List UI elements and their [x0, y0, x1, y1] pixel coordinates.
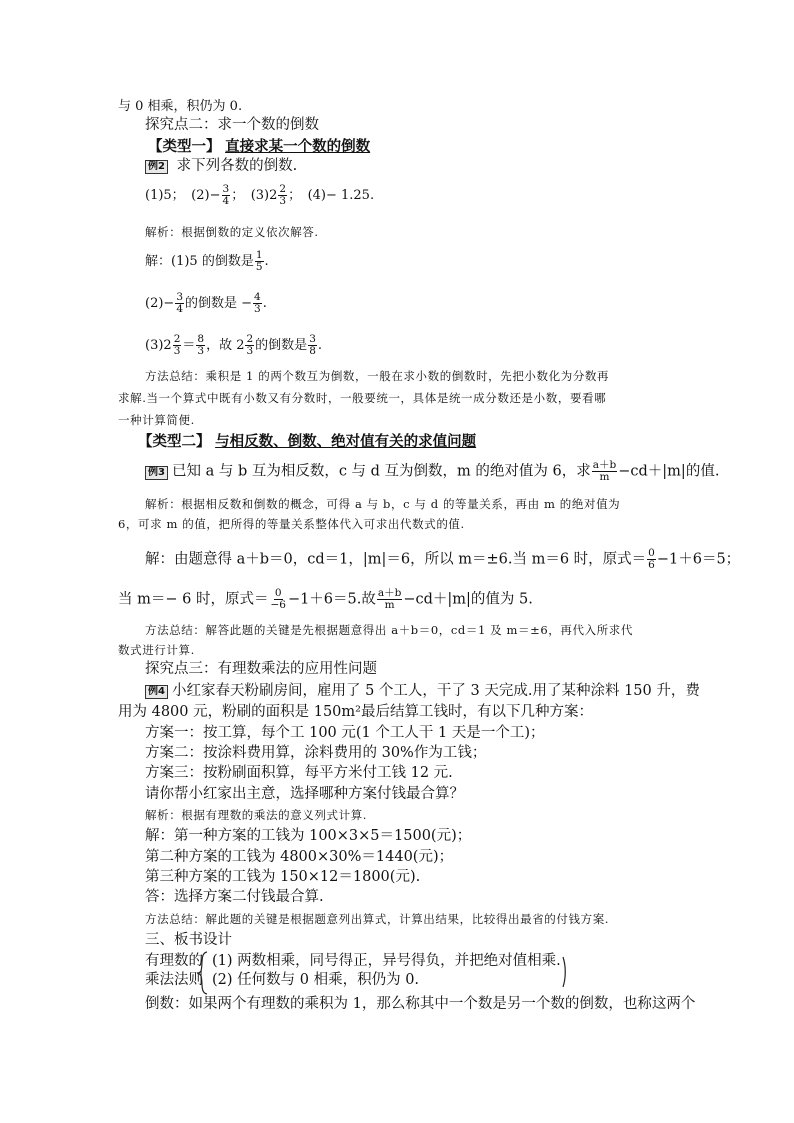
example-line: [145, 460, 719, 483]
solution-line: 第二种方案的工钱为 4800×30%＝1440(元)；: [145, 849, 454, 865]
numerator: 2: [173, 333, 181, 345]
analysis-line: 解析：根据相反数和倒数的概念，可得 a 与 b，c 与 d 的等量关系，再由 m 的绝对值为: [145, 497, 621, 511]
board-rule: (2) 任何数与 0 相乘，积仍为 0.: [212, 972, 420, 988]
example-line: [145, 683, 700, 700]
fraction: [647, 548, 656, 571]
text: −cd＋|m|的值为 5.: [403, 591, 533, 608]
text: 的倒数是: [255, 338, 308, 353]
fraction: [377, 588, 402, 611]
fraction: [173, 334, 182, 357]
denominator: 3: [197, 345, 205, 357]
text: −1＋6＝5.故: [287, 591, 376, 608]
fraction: [253, 292, 262, 315]
board-label: 乘法法则: [145, 972, 203, 988]
text: (1)5； (2)−: [145, 188, 221, 203]
text: 的倒数是 −: [185, 296, 253, 311]
fraction: [175, 292, 184, 315]
denominator: 3: [246, 345, 254, 357]
numerator: 2: [246, 333, 254, 345]
text-line: 用为 4800 元，粉刷的面积是 150m²最后结算工钱时，有以下几种方案：: [118, 704, 593, 720]
fraction: [592, 460, 617, 483]
type-label: 【类型二】: [138, 433, 211, 450]
type-title: 与相反数、倒数、绝对值有关的求值问题: [215, 433, 477, 450]
math-line: [145, 250, 269, 273]
numerator: 0: [648, 547, 655, 559]
text: −1＋6＝5；: [656, 551, 741, 568]
answer-line: 答：选择方案二付钱最合算.: [145, 889, 324, 905]
math-line: [145, 548, 740, 571]
section-heading: 探究点三：有理数乘法的应用性问题: [145, 661, 377, 677]
text: 当 m＝− 6 时，原式＝: [118, 591, 269, 608]
denominator: m: [599, 471, 610, 483]
summary-line: 求解.当一个算式中既有小数又有分数时，一般要统一，具体是统一成分数还是小数，要看哪: [118, 391, 607, 405]
board-rule: (1) 两数相乘，同号得正，异号得负，并把绝对值相乘.: [212, 953, 561, 969]
denominator: −6: [270, 599, 286, 611]
text: .: [317, 338, 323, 353]
numerator: 0: [274, 587, 282, 599]
text-line: 方案二：按涂料费用算，涂料费用的 30%作为工钱；: [145, 745, 487, 761]
solution-line: 解：第一种方案的工钱为 100×3×5＝1500(元)；: [145, 828, 472, 844]
math-line: [145, 334, 322, 357]
numerator: 1: [255, 249, 263, 261]
fraction: [222, 184, 231, 207]
numerator: 8: [197, 333, 205, 345]
text: (3)2: [145, 338, 172, 353]
example-badge: 例2: [145, 160, 168, 174]
numerator: a＋b: [377, 587, 402, 599]
numerator: 4: [254, 291, 261, 303]
text: 已知 a 与 b 互为相反数，c 与 d 互为倒数，m 的绝对值为 6，求: [171, 463, 591, 480]
text: .: [264, 254, 269, 269]
denominator: 3: [173, 345, 181, 357]
text-line: 方案三：按粉刷面积算，每平方米付工钱 12 元.: [145, 765, 453, 781]
text-line: 方案一：按工算，每个工 100 元(1 个工人干 1 天是一个工)；: [145, 725, 545, 741]
text: 小红家春天粉刷房间，雇用了 5 个工人，干了 3 天完成.用了某种涂料 150 升，费: [171, 683, 700, 699]
denominator: 5: [255, 261, 263, 273]
numerator: 3: [222, 183, 230, 195]
analysis-line: 解析：根据有理数的乘法的意义列式计算.: [145, 808, 368, 822]
summary-line: 方法总结：解此题的关键是根据题意列出算式，计算出结果，比较得出最省的付钱方案.: [145, 912, 610, 926]
denominator: 3: [254, 303, 261, 315]
section-heading: 探究点二：求一个数的倒数: [145, 117, 319, 133]
type-title: 直接求某一个数的倒数: [225, 138, 371, 155]
denominator: 8: [309, 345, 316, 357]
example-line: [145, 158, 297, 175]
text: .: [262, 296, 267, 311]
text: (2)−: [145, 296, 175, 311]
text: 解：由题意得 a＋b＝0，cd＝1，|m|＝6，所以 m＝±6.当 m＝6 时，原式＝: [145, 551, 647, 568]
summary-line: 一种计算简便.: [118, 413, 195, 427]
fraction: [269, 588, 286, 611]
solution-line: 第三种方案的工钱为 150×12＝1800(元).: [145, 869, 421, 885]
example-badge: 例4: [145, 685, 168, 699]
denominator: 6: [648, 559, 655, 571]
denominator: m: [384, 599, 395, 611]
type-heading: [148, 138, 370, 156]
numerator: 3: [309, 333, 316, 345]
text: ； (4)− 1.25.: [288, 188, 375, 203]
text: 求下列各数的倒数.: [176, 158, 298, 174]
text: ＝: [182, 338, 196, 353]
text: −cd＋|m|的值.: [618, 463, 720, 480]
fraction: [278, 184, 287, 207]
summary-line: 方法总结：解答此题的关键是先根据题意得出 a＋b＝0，cd＝1 及 m＝±6，再代入所求代: [145, 623, 633, 637]
text: ，故 2: [206, 338, 245, 353]
board-label: 有理数的: [145, 953, 203, 969]
denominator: 3: [279, 195, 287, 207]
type-label: 【类型一】: [148, 138, 221, 155]
section-heading: 三、板书设计: [145, 932, 232, 948]
summary-line: 数式进行计算.: [118, 643, 195, 657]
analysis-line: 解析：根据倒数的定义依次解答.: [145, 225, 319, 239]
denominator: 4: [176, 303, 183, 315]
analysis-line: 6，可求 m 的值，把所得的等量关系整体代入可求出代数式的值.: [118, 517, 465, 531]
fraction: [308, 334, 317, 357]
fraction: [196, 334, 205, 357]
text: 解：(1)5 的倒数是: [145, 254, 254, 269]
text-line: 与 0 相乘，积仍为 0.: [118, 99, 243, 114]
math-line: [145, 292, 267, 315]
right-paren-icon: [559, 956, 569, 988]
summary-line: 方法总结：乘积是 1 的两个数互为倒数，一般在求小数的倒数时，先把小数化为分数再: [145, 369, 610, 383]
example-badge: 例3: [145, 466, 168, 480]
math-line: [145, 184, 374, 207]
text-line: 请你帮小红家出主意，选择哪种方案付钱最合算？: [145, 786, 464, 802]
numerator: 3: [176, 291, 183, 303]
math-line: [118, 588, 533, 611]
numerator: a＋b: [592, 459, 617, 471]
type-heading: [138, 433, 476, 451]
definition-line: 倒数：如果两个有理数的乘积为 1，那么称其中一个数是另一个数的倒数，也称这两个: [145, 996, 696, 1012]
fraction: [245, 334, 254, 357]
text: ； (3)2: [231, 188, 278, 203]
left-brace-icon: [196, 951, 210, 995]
numerator: 2: [279, 183, 287, 195]
denominator: 4: [222, 195, 230, 207]
fraction: [255, 250, 264, 273]
